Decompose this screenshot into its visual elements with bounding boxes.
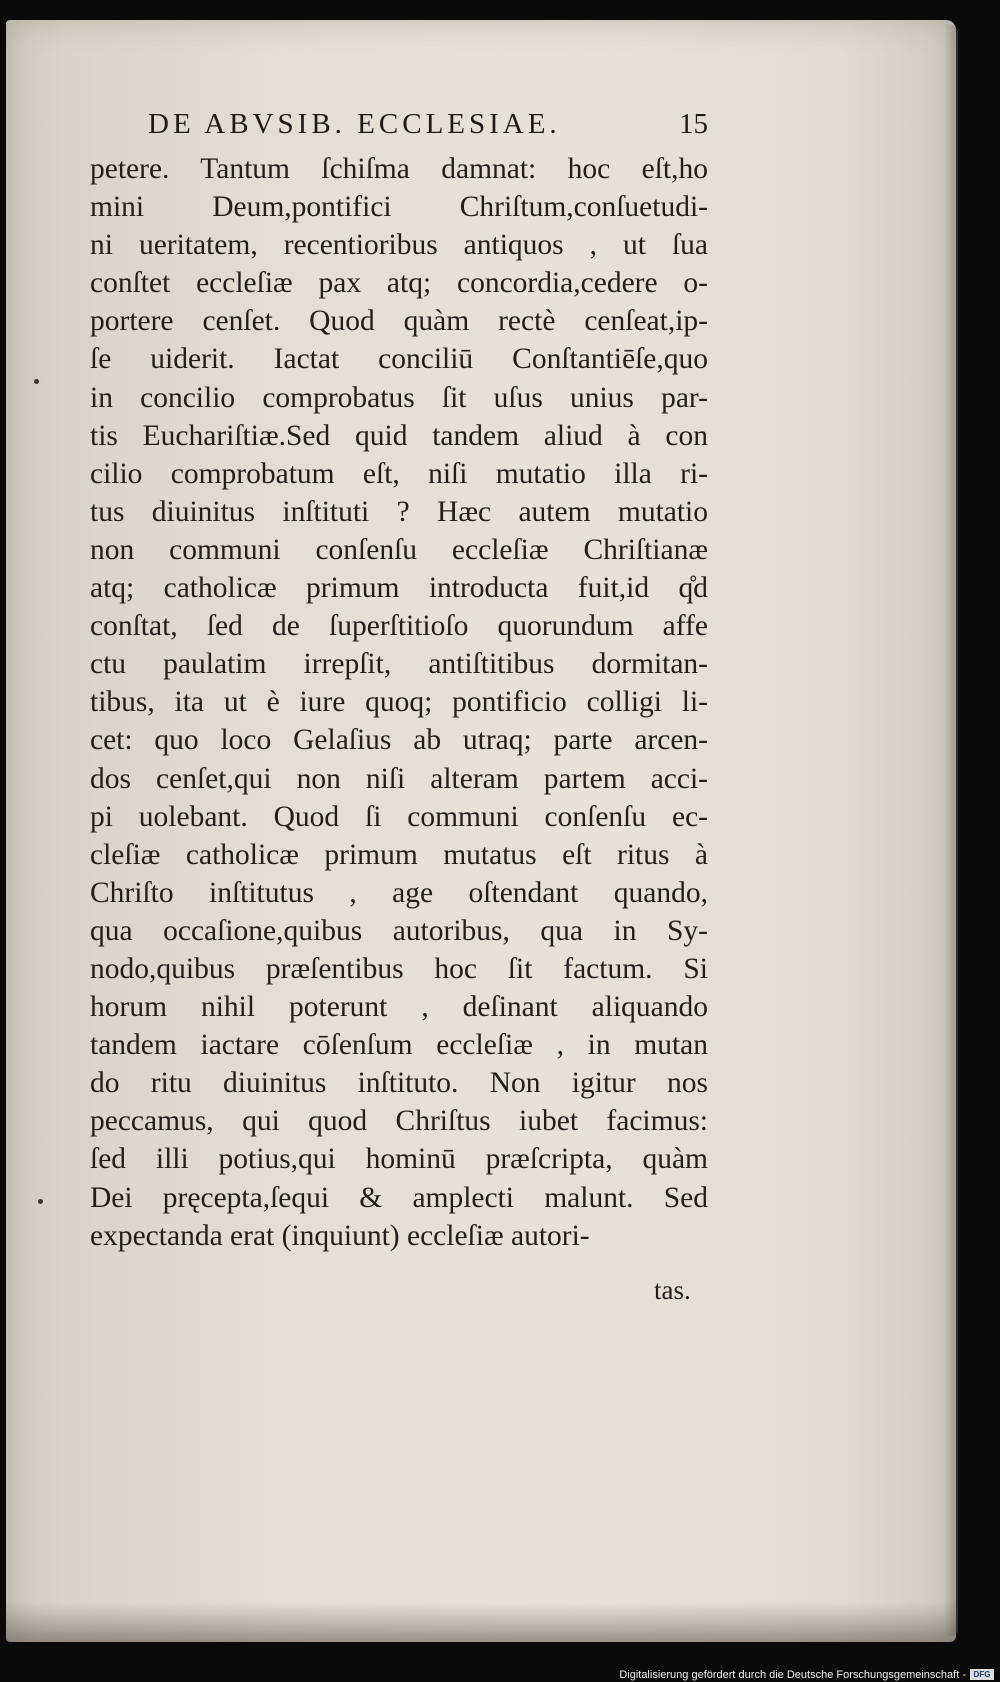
text-line: qua occaſione,quibus autoribus, qua in Sy- xyxy=(90,914,708,947)
footer-credit: Digitalisierung gefördert durch die Deutsche Forschungsgemeinschaft - xyxy=(619,1669,966,1681)
text-line: tibus, ita ut è iure quoq; pontificio colligi li- xyxy=(90,686,708,719)
catchword: tas. xyxy=(654,1275,691,1305)
text-line: petere. Tantum ſchiſma damnat: hoc eſt,ho xyxy=(90,153,708,185)
text-line: cet: quo loco Gelaſius ab utraq; parte arcen- xyxy=(90,724,708,757)
page-header xyxy=(148,108,708,141)
text-line: conſtat, ſed de ſuperſtitioſo quorundum affe xyxy=(90,610,708,643)
text-line: pi uolebant. Quod ſi communi conſenſu ec- xyxy=(90,800,708,833)
text-line: cilio comprobatum eſt, niſi mutatio illa ri- xyxy=(90,457,708,490)
text-line: tis Euchariſtiæ.Sed quid tandem aliud à con xyxy=(90,419,708,452)
text-line: do ritu diuinitus inſtituto. Non igitur nos xyxy=(90,1067,708,1100)
text-line: tus diuinitus inſtituti ? Hæc autem mutatio xyxy=(90,495,708,528)
text-line: horum nihil poterunt , deſinant aliquando xyxy=(90,991,708,1024)
text-line: atq; catholicæ primum introducta fuit,id q̊d xyxy=(90,572,708,605)
text-line: ſe uiderit. Iactat conciliū Conſtantiēſe,quo xyxy=(90,343,708,376)
text-line: cleſiæ catholicæ primum mutatus eſt ritus à xyxy=(90,838,708,871)
text-line: portere cenſet. Quod quàm rectè cenſeat,ip- xyxy=(90,305,708,338)
text-line: ſed illi potius,qui hominū præſcripta, quàm xyxy=(90,1143,708,1176)
text-line: Chriſto inſtitutus , age oſtendant quando, xyxy=(90,876,708,909)
dfg-logo: DFG xyxy=(970,1669,994,1680)
text-line: Dei pręcepta,ſequi & amplecti malunt. Sed xyxy=(90,1181,708,1214)
page-number: 15 xyxy=(679,108,708,140)
page-bottom-shadow xyxy=(6,1602,956,1642)
running-head: DE ABVSIB. ECCLESIAE. xyxy=(148,108,561,140)
footer-bar xyxy=(0,1666,1000,1682)
text-line: nodo,quibus præſentibus hoc ſit factum. Si xyxy=(90,952,708,985)
margin-mark xyxy=(34,379,39,384)
text-line: mini Deum,pontifici Chriſtum,conſuetudi- xyxy=(90,191,708,224)
text-line: expectanda erat (inquiunt) eccleſiæ autori- xyxy=(90,1219,590,1252)
text-line: non communi conſenſu eccleſiæ Chriſtianæ xyxy=(90,533,708,566)
text-line: in concilio comprobatus ſit uſus unius par- xyxy=(90,381,708,414)
margin-mark xyxy=(38,1199,43,1204)
text-line: dos cenſet,qui non niſi alteram partem acci- xyxy=(90,762,708,795)
text-line: conſtet eccleſiæ pax atq; concordia,cedere o- xyxy=(90,267,708,300)
page-edge xyxy=(944,24,958,1636)
text-line: peccamus, qui quod Chriſtus iubet facimus: xyxy=(90,1105,708,1138)
text-line: ni ueritatem, recentioribus antiquos , ut ſua xyxy=(90,229,708,262)
text-line: ctu paulatim irrepſit, antiſtitibus dormitan- xyxy=(90,648,708,681)
text-line: tandem iactare cōſenſum eccleſiæ , in mutan xyxy=(90,1029,708,1062)
body-text xyxy=(90,150,720,1255)
